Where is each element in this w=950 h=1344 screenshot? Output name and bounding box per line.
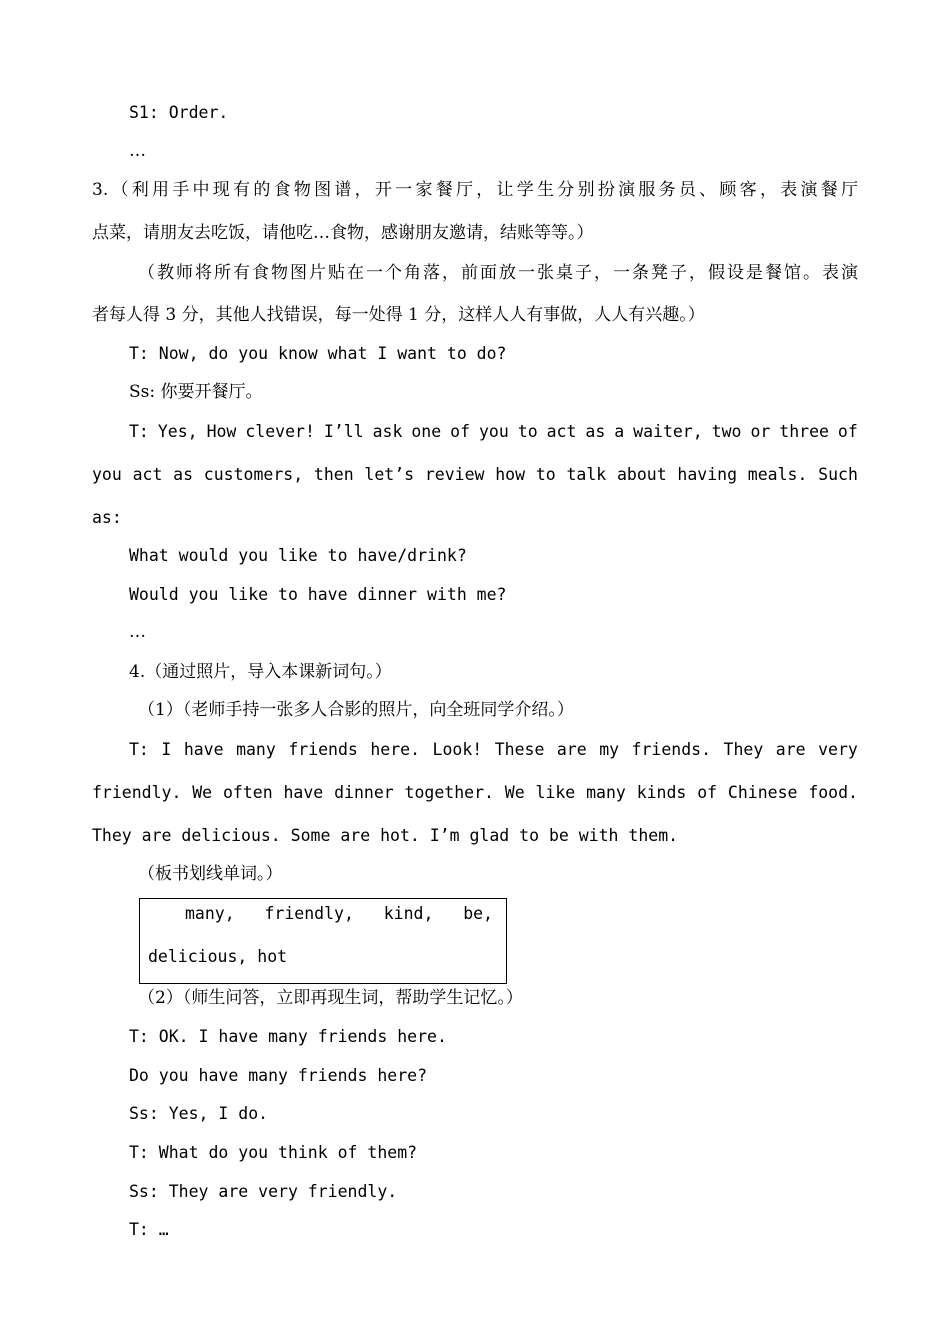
line-step3-instruction-a: 3.（利用手中现有的食物图谱，开一家餐厅，让学生分别扮演服务员、顾客，表演餐厅 — [92, 180, 858, 200]
line-teacher-friends-c: They are delicious. Some are hot. I’m glad to be with them. — [92, 826, 679, 845]
word: friends. — [631, 740, 712, 759]
word: act — [546, 422, 577, 441]
word: How — [206, 422, 237, 441]
word: They — [723, 740, 764, 759]
word: Yes, — [157, 422, 198, 441]
word: three — [779, 422, 829, 441]
word: having — [677, 465, 738, 484]
word: are — [556, 740, 587, 759]
line-ellipsis-1: … — [129, 141, 146, 161]
line-students-restaurant: Ss: 你要开餐厅。 — [129, 382, 263, 402]
line-step4-sub2: （2）（师生问答，立即再现生词，帮助学生记忆。） — [138, 988, 523, 1008]
word: have — [283, 783, 324, 802]
word: you — [92, 465, 122, 484]
word: one — [411, 422, 442, 441]
word: then — [313, 465, 354, 484]
line-teacher-ellipsis: T: … — [129, 1220, 169, 1239]
word: as — [173, 465, 194, 484]
word: or — [750, 422, 771, 441]
word: friendly. — [92, 783, 182, 802]
vocab-word: kind, — [383, 904, 434, 923]
word: food. — [808, 783, 858, 802]
word: many — [586, 783, 626, 802]
line-students-yes: Ss: Yes, I do. — [129, 1104, 269, 1123]
line-teacher-what-think: T: What do you think of them? — [129, 1143, 418, 1162]
vocabulary-row-1 — [185, 903, 493, 925]
word: to — [535, 465, 556, 484]
word: We — [192, 783, 213, 802]
word: are — [775, 740, 806, 759]
word: have — [183, 740, 224, 759]
line-do-you-have-friends: Do you have many friends here? — [129, 1066, 428, 1085]
word: my — [599, 740, 620, 759]
line-teacher-yes-b — [92, 464, 858, 486]
vocabulary-box — [139, 898, 507, 984]
line-teacher-now: T: Now, do you know what I want to do? — [129, 344, 507, 363]
word: review — [424, 465, 485, 484]
word: I’ll — [323, 422, 364, 441]
line-would-you-like-dinner: Would you like to have dinner with me? — [129, 585, 507, 604]
word: act — [132, 465, 163, 484]
word: often — [222, 783, 273, 802]
line-board-note: （板书划线单词。） — [138, 864, 283, 884]
word: talk — [566, 465, 607, 484]
vocabulary-row-2: delicious, hot — [148, 947, 288, 966]
word: two — [711, 422, 742, 441]
word: meals. — [747, 465, 808, 484]
word: let’s — [364, 465, 415, 484]
line-teacher-yes-a — [129, 421, 858, 443]
word: like — [535, 783, 576, 802]
line-step4-title: 4.（通过照片，导入本课新词句。） — [129, 662, 392, 682]
word: of — [837, 422, 858, 441]
line-s1-order: S1: Order. — [129, 103, 229, 122]
line-ellipsis-2: … — [129, 622, 146, 642]
word: you — [478, 422, 509, 441]
line-step4-sub1: （1）（老师手持一张多人合影的照片，向全班同学介绍。） — [138, 700, 574, 720]
word: together. — [404, 783, 494, 802]
line-teacher-friends-b — [92, 782, 858, 804]
line-step3-note-b: 者每人得 3 分，其他人找错误，每一处得 1 分，这样人人有事做，人人有兴趣。） — [92, 305, 705, 325]
word: These — [494, 740, 545, 759]
word: clever! — [245, 422, 315, 441]
line-teacher-ok: T: OK. I have many friends here. — [129, 1027, 447, 1046]
word: Such — [818, 465, 858, 484]
vocab-word: many, — [185, 904, 235, 923]
word: to — [517, 422, 538, 441]
word: of — [697, 783, 718, 802]
word: a — [614, 422, 625, 441]
word: about — [616, 465, 667, 484]
line-teacher-yes-c: as: — [92, 508, 122, 527]
word: many — [236, 740, 276, 759]
word: very — [818, 740, 858, 759]
word: Chinese — [727, 783, 798, 802]
vocab-word: friendly, — [264, 904, 354, 923]
line-step3-note-a: （教师将所有食物图片贴在一个角落，前面放一张桌子，一条凳子，假设是餐馆。表演 — [138, 263, 858, 283]
line-students-friendly: Ss: They are very friendly. — [129, 1182, 398, 1201]
word: friends — [288, 740, 358, 759]
vocab-word: be, — [463, 904, 493, 923]
word: I — [161, 740, 172, 759]
line-teacher-friends-a — [129, 739, 858, 761]
word: T: — [129, 422, 149, 441]
word: T: — [129, 740, 149, 759]
word: customers, — [203, 465, 304, 484]
word: how — [495, 465, 526, 484]
word: here. — [370, 740, 421, 759]
word: We — [504, 783, 525, 802]
word: kinds — [636, 783, 687, 802]
word: waiter, — [633, 422, 703, 441]
line-step3-instruction-b: 点菜，请朋友去吃饭，请他吃…食物，感谢朋友邀请，结账等等。） — [92, 223, 594, 243]
word: dinner — [334, 783, 394, 802]
line-what-would-you-like: What would you like to have/drink? — [129, 546, 467, 565]
word: Look! — [432, 740, 483, 759]
word: of — [450, 422, 471, 441]
word: as — [585, 422, 606, 441]
word: ask — [372, 422, 403, 441]
